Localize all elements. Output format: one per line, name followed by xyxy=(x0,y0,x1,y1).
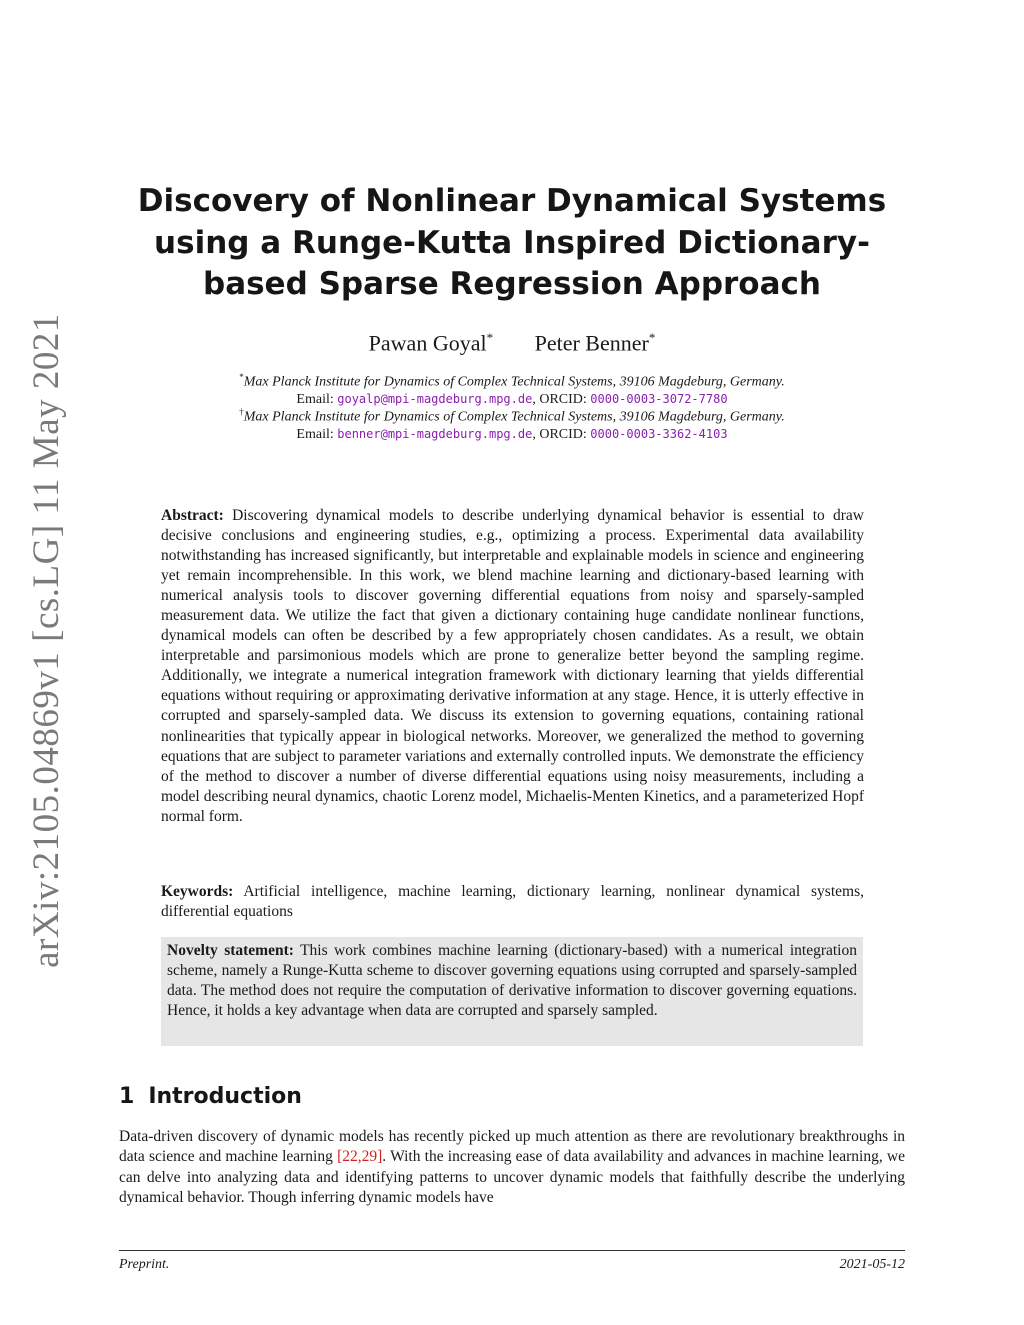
email-label: Email: xyxy=(296,426,334,442)
section-heading-introduction xyxy=(119,1084,302,1109)
affiliation-mark: † xyxy=(239,407,244,417)
orcid-label: , ORCID: xyxy=(532,426,587,442)
keywords-text: Artificial intelligence, machine learning, dictionary learning, nonlinear dynamical systems, differential equations xyxy=(161,883,864,921)
author-mark: * xyxy=(648,330,656,345)
affiliation-institution: Max Planck Institute for Dynamics of Complex Technical Systems, 39106 Magdeburg, Germany. xyxy=(243,374,785,390)
orcid-label: , ORCID: xyxy=(532,391,587,407)
novelty-statement-box xyxy=(161,937,863,1046)
affiliation-mark: * xyxy=(239,372,244,382)
section-title: Introduction xyxy=(148,1084,302,1109)
email-label: Email: xyxy=(296,391,334,407)
author-list xyxy=(0,330,1024,356)
orcid-link[interactable]: 0000-0003-3072-7780 xyxy=(590,391,728,406)
novelty-statement xyxy=(167,941,857,1021)
author-name: Pawan Goyal xyxy=(368,330,487,356)
novelty-label: Novelty statement: xyxy=(167,942,294,959)
author-name: Peter Benner xyxy=(534,330,649,356)
affiliation-institution: Max Planck Institute for Dynamics of Complex Technical Systems, 39106 Magdeburg, Germany. xyxy=(243,409,785,425)
citation-separator: , xyxy=(357,1148,362,1166)
keywords-label: Keywords: xyxy=(161,883,234,900)
author-1 xyxy=(369,330,493,356)
author-2 xyxy=(535,330,656,356)
paper-title: Discovery of Nonlinear Dynamical Systems using a Runge-Kutta Inspired Dictionary-based Sparse Regression Approach xyxy=(137,183,887,302)
abstract-label: Abstract: xyxy=(161,507,224,524)
citation-link[interactable]: 22 xyxy=(342,1148,358,1166)
citation-link[interactable]: 29 xyxy=(361,1148,378,1166)
keywords xyxy=(161,882,864,922)
email-link[interactable]: goyalp@mpi-magdeburg.mpg.de xyxy=(337,391,533,406)
intro-text-1: Data-driven discovery of dynamic models has recently picked up much attention as there are revolutionary breakthroughs in data science and machine learning xyxy=(119,1128,905,1166)
intro-text-2: . With the increasing ease of data availability and advances in machine learning, we can delve into analyzing data and identifying patterns to uncover dynamic models that faithfully describe the underlying dynamical behavior. Though inferring dynamic models have xyxy=(119,1148,905,1207)
citation-close: ] xyxy=(377,1148,383,1166)
footer-divider xyxy=(119,1250,905,1251)
footer-date: 2021-05-12 xyxy=(839,1257,905,1272)
author-mark: * xyxy=(486,330,494,345)
email-link[interactable]: benner@mpi-magdeburg.mpg.de xyxy=(337,426,533,441)
arxiv-identifier: arXiv:2105.04869v1 [cs.LG] 11 May 2021 xyxy=(25,312,67,968)
section-number: 1 xyxy=(119,1084,135,1109)
introduction-paragraph xyxy=(119,1127,905,1209)
footer-preprint-label: Preprint. xyxy=(119,1257,170,1272)
arxiv-side-stamp xyxy=(20,312,72,968)
novelty-text: This work combines machine learning (dictionary-based) with a numerical integration scheme, namely a Runge-Kutta scheme to discover governing equations using corrupted and sparsely-sampled data. The method does not require the computation of derivative information to discover governing equations. Hence, it holds a key advantage when data are corrupted and sparsely sampled. xyxy=(167,942,857,1020)
abstract-text: Discovering dynamical models to describe underlying dynamical behavior is essential to draw decisive conclusions and engineering studies, e.g., optimizing a process. Experimental data availability notwithstanding has increased significantly, but interpretable and explainable models in science and engineering yet remain incomprehensible. In this work, we blend machine learning and dictionary-based learning with numerical analysis tools to discover governing differential equations from noisy and sparsely-sampled measurement data. We utilize the fact that given a dictionary containing huge candidate nonlinear functions, dynamical models can often be described by a few appropriately chosen candidates. As a result, we obtain interpretable and parsimonious models which are prone to generalize better beyond the sampling regime. Additionally, we integrate a numerical integration framework with dictionary learning that yields differential equations without requiring or approximating derivative information at any stage. Hence, it is utterly effective in corrupted and sparsely-sampled data. We discuss its extension to governing equations, containing rational nonlinearities that typically appear in biological networks. Moreover, we generalized the method to governing equations that are subject to parameter variations and externally controlled inputs. We demonstrate the efficiency of the method to discover a number of diverse differential equations using noisy measurements, including a model describing neural dynamics, chaotic Lorenz model, Michaelis-Menten Kinetics, and a parameterized Hopf normal form. xyxy=(161,507,865,825)
affiliation-2 xyxy=(110,407,914,443)
orcid-link[interactable]: 0000-0003-3362-4103 xyxy=(590,426,728,441)
affiliation-1 xyxy=(110,372,914,408)
citation-open: [ xyxy=(337,1148,343,1166)
abstract xyxy=(161,506,864,827)
